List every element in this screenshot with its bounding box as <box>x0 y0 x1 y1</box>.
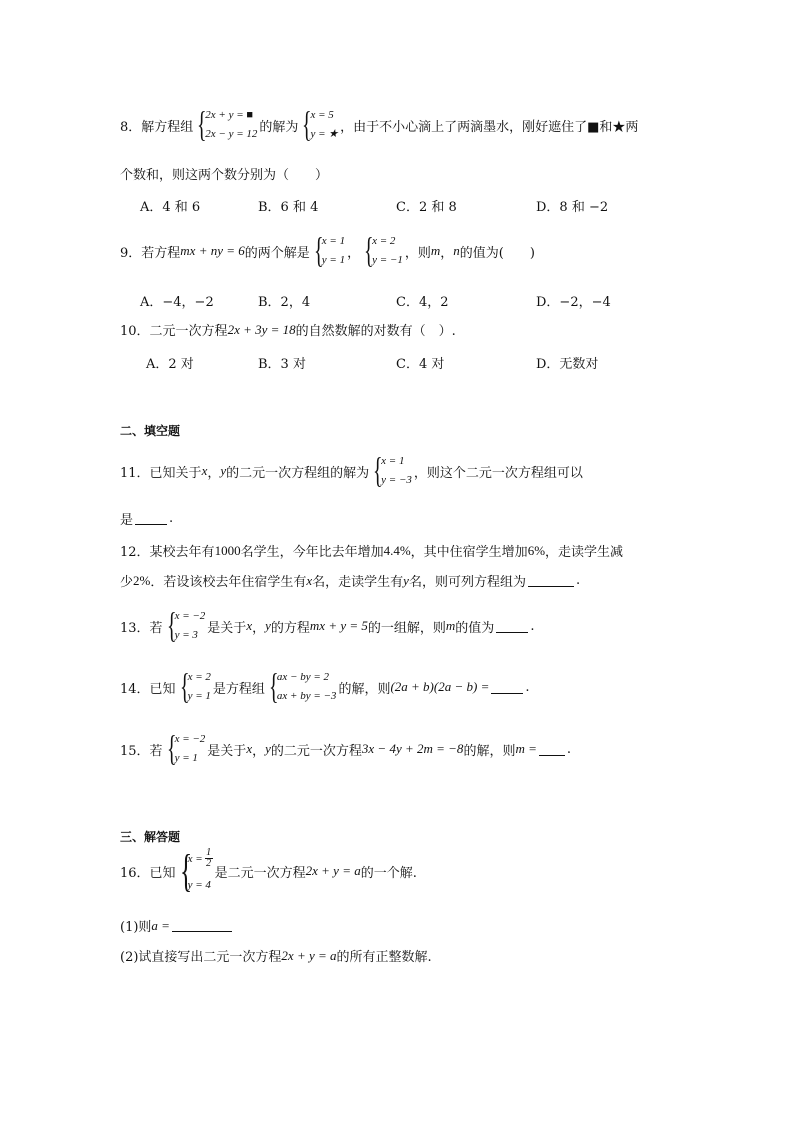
solution-system-2: { x = 2 y = −1 <box>364 230 403 270</box>
answer-blank[interactable] <box>539 743 565 756</box>
option-c: C．2 和 8 <box>396 200 457 215</box>
equation: mx + y = 5 <box>309 618 368 633</box>
solution-system: { x = $\frac{1}{2}$ y = 4 <box>179 845 212 896</box>
solution-system: { x = 2 y = 1 <box>179 666 211 706</box>
equation: mx + ny = 6 <box>180 243 245 258</box>
question-number: 8． <box>120 119 142 135</box>
option-b: B．2，4 <box>258 295 311 310</box>
question-9: 9． 若方程 mx + ny = 6 的两个解是 { x = 1 y = 1 ， { x = 2 y = −1 ，则 m ， n 的值为( ) <box>120 230 535 270</box>
equation-system: { ax − by = 2 ax + by = −3 <box>268 666 337 706</box>
text: 解方程组 <box>141 119 194 135</box>
solution-system-1: { x = 1 y = 1 <box>313 230 346 270</box>
question-number: 10． <box>120 324 150 339</box>
question-number: 13． <box>120 620 150 636</box>
question-11: 11． 已知关于 x ， y 的二元一次方程组的解为 { x = 1 y = −3 ，则这个二元一次方程组可以 <box>120 450 583 490</box>
equation: 2x + y = a <box>281 947 337 963</box>
option-c: C．4 对 <box>396 357 445 372</box>
equation: 3x − 4y + 2m = −8 <box>361 741 464 756</box>
option-b: B．3 对 <box>258 357 306 372</box>
question-number: 9． <box>120 245 142 261</box>
answer-blank[interactable] <box>528 574 574 587</box>
answer-blank[interactable] <box>135 512 167 525</box>
equation-system: { 2x + y = ■ 2x − y = 12 <box>197 104 258 144</box>
section-heading-solve: 三、解答题 <box>120 830 181 844</box>
question-8-continued: 个数和，则这两个数分别为（ ） <box>120 168 329 183</box>
question-number: 15． <box>120 743 150 759</box>
option-b: B．6 和 4 <box>258 200 319 215</box>
option-d: D．−2，−4 <box>536 295 611 310</box>
question-number: 12． <box>120 545 150 560</box>
solution-system: { x = −2 y = 1 <box>166 728 206 768</box>
option-a: A．2 对 <box>146 357 194 372</box>
question-number: 16． <box>120 865 150 881</box>
option-d: D．无数对 <box>536 357 599 372</box>
question-12-continued: 少 2% ．若设该校去年住宿学生有 x 名，走读学生有 y 名，则可列方程组为 . <box>120 572 581 590</box>
solution-system: { x = 1 y = −3 <box>373 450 412 490</box>
answer-blank[interactable] <box>491 681 523 694</box>
question-number: 11． <box>120 465 150 481</box>
question-13: 13． 若 { x = −2 y = 3 是关于 x ， y 的方程 mx + y = 5 的一组解，则 m 的值为 . <box>120 605 535 645</box>
question-15: 15． 若 { x = −2 y = 1 是关于 x ， y 的二元一次方程 3x − 4y + 2m = −8 的解，则 m = . <box>120 728 572 768</box>
question-16-part-2: (2)试直接写出二元一次方程 2x + y = a 的所有正整数解. <box>120 947 432 965</box>
question-16-part-1: (1)则 a = <box>120 916 234 935</box>
equation: 2x + 3y = 18 <box>227 321 296 337</box>
expression: (2a + b)(2a − b) = <box>390 679 490 694</box>
question-16: 16． 已知 { x = $\frac{1}{2}$ y = 4 是二元一次方程 2x + y = a 的一个解. <box>120 845 417 896</box>
solution-system: { x = −2 y = 3 <box>166 605 206 645</box>
option-d: D．8 和 −2 <box>536 200 609 215</box>
option-c: C．4，2 <box>396 295 449 310</box>
answer-blank[interactable] <box>172 919 232 932</box>
equation: 2x + y = a <box>305 863 361 878</box>
option-a: A．−4，−2 <box>140 295 214 310</box>
question-number: 14． <box>120 681 150 697</box>
question-14: 14． 已知 { x = 2 y = 1 是方程组 { ax − by = 2 ax + by = −3 的解，则 (2a + b)(2a − b) = . <box>120 666 530 706</box>
question-11-continued: 是 . <box>120 511 174 528</box>
solution-system: { x = 5 y = ★ <box>302 104 339 144</box>
question-12: 12． 某校去年有 1000 名学生，今年比去年增加 4.4% ，其中住宿学生增加 6% ，走读学生减 <box>120 542 624 560</box>
fraction: $\frac{1}{2}$ <box>206 847 212 869</box>
option-a: A．4 和 6 <box>140 200 201 215</box>
question-10: 10． 二元一次方程 2x + 3y = 18 的自然数解的对数有（ ）. <box>120 321 456 339</box>
question-8: 8． 解方程组 { 2x + y = ■ 2x − y = 12 的解为 { x = 5 y = ★ ，由于不小心滴上了两滴墨水，刚好遮住了■和★两 <box>120 104 639 144</box>
answer-blank[interactable] <box>496 620 528 633</box>
section-heading-fill-in: 二、填空题 <box>120 424 181 438</box>
